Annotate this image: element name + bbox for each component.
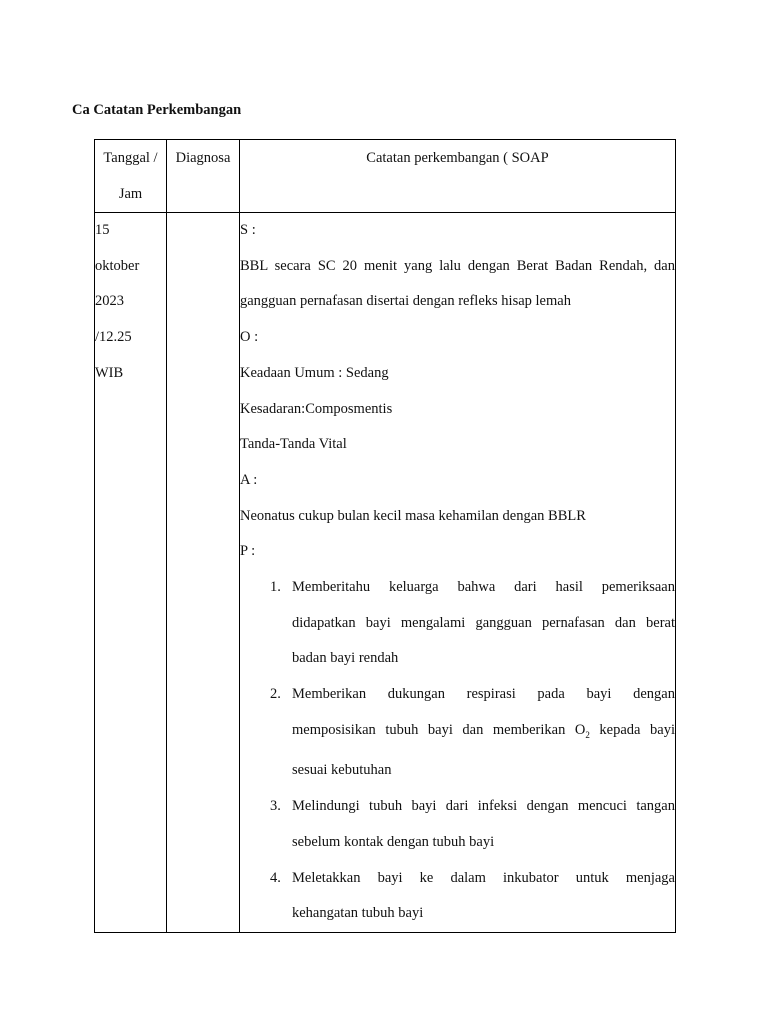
- header-tanggal: Tanggal /: [103, 150, 158, 166]
- header-diagnosa: [167, 140, 240, 213]
- header-catatan-label: Catatan perkembangan ( SOAP: [366, 150, 549, 166]
- list-text-line: Memberitahu keluarga bahwa dari hasil pemeriksaan: [292, 579, 675, 596]
- p-label: P :: [240, 543, 256, 560]
- table-row: [95, 213, 676, 933]
- s-text-line: BBL secara SC 20 menit yang lalu dengan Berat Badan Rendah, dan: [240, 257, 675, 274]
- list-text-line: sesuai kebutuhan: [292, 762, 392, 779]
- table-header-row: [95, 140, 676, 213]
- list-item: [240, 861, 675, 932]
- a-text: Neonatus cukup bulan kecil masa kehamilan dengan BBLR: [240, 507, 586, 524]
- document-title: Ca Catatan Perkembangan: [72, 102, 242, 118]
- list-number: 4.: [270, 869, 281, 886]
- s-label: S :: [240, 222, 256, 238]
- date-line: /12.25: [95, 329, 132, 346]
- list-text-line: sebelum kontak dengan tubuh bayi: [292, 833, 495, 850]
- list-item: [240, 677, 675, 789]
- o-kesadaran: Kesadaran:Composmentis: [240, 400, 393, 417]
- o-label: O :: [240, 329, 259, 346]
- list-number: 3.: [270, 798, 281, 815]
- subscript: 2: [585, 729, 590, 740]
- list-text-part: memposisikan tubuh bayi dan memberikan O: [292, 721, 586, 738]
- list-item: [240, 789, 675, 860]
- list-number: 2.: [270, 686, 281, 703]
- date-line: oktober: [95, 257, 140, 274]
- header-tanggal-jam: [95, 140, 167, 213]
- soap-cell: [240, 213, 676, 933]
- list-text-line: kehangatan tubuh bayi: [292, 905, 424, 922]
- list-text-part: kepada bayi: [589, 721, 675, 738]
- plan-list: [240, 570, 675, 932]
- date-line: 2023: [95, 293, 124, 310]
- list-text-line: didapatkan bayi mengalami gangguan pernafasan dan berat: [292, 614, 675, 631]
- s-text-line: gangguan pernafasan disertai dengan refleks hisap lemah: [240, 293, 571, 310]
- list-item: [240, 570, 675, 677]
- list-text-line: Memberikan dukungan respirasi pada bayi dengan: [292, 686, 675, 703]
- header-diagnosa-label: Diagnosa: [175, 150, 231, 166]
- date-line: 15: [95, 222, 110, 238]
- date-line: WIB: [95, 364, 124, 381]
- o-keadaan-umum: Keadaan Umum : Sedang: [240, 364, 389, 381]
- diagnosa-cell: [167, 213, 240, 933]
- list-text-line: [292, 713, 675, 754]
- list-number: 1.: [270, 579, 281, 596]
- list-text-line: badan bayi rendah: [292, 650, 399, 667]
- header-catatan: [240, 140, 676, 213]
- header-jam: Jam: [118, 186, 143, 202]
- o-tanda-vital: Tanda-Tanda Vital: [240, 436, 347, 453]
- date-cell: [95, 213, 167, 933]
- soap-table: [94, 139, 676, 933]
- list-text-line: Melindungi tubuh bayi dari infeksi dengan mencuci tangan: [292, 798, 675, 815]
- list-text-line: Meletakkan bayi ke dalam inkubator untuk menjaga: [292, 869, 675, 886]
- a-label: A :: [240, 471, 258, 488]
